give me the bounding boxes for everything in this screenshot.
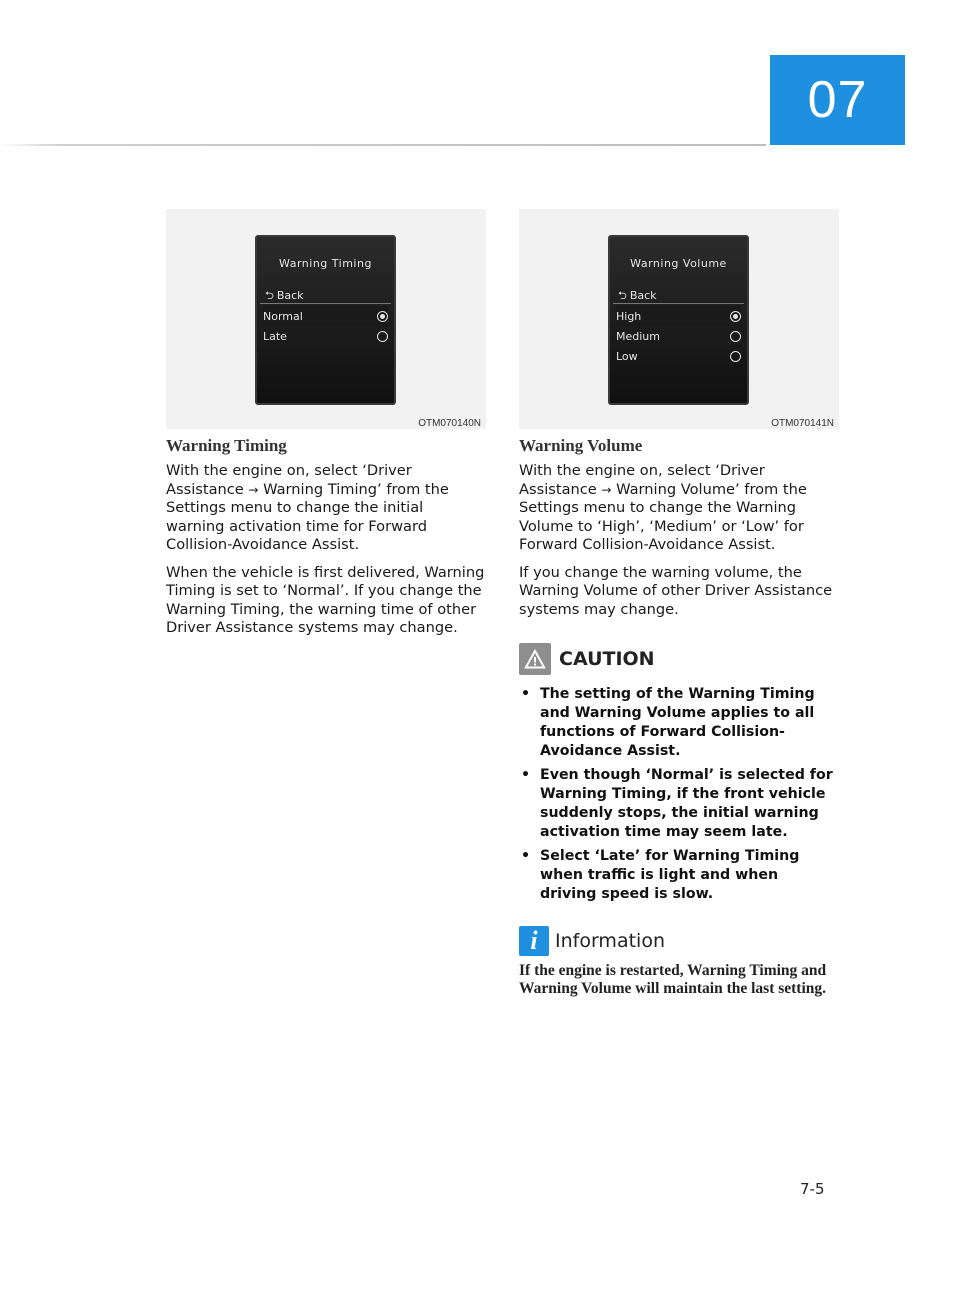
- information-title: Information: [555, 930, 665, 952]
- warning-triangle-icon: [519, 643, 551, 675]
- right-column: [519, 436, 839, 998]
- option-high: [616, 306, 741, 326]
- screen-divider: [613, 303, 744, 304]
- back-arrow-icon: ⮌: [265, 289, 274, 302]
- list-item: • Select ‘Late’ for Warning Timing when traffic is light and when driving speed is slow.: [519, 847, 839, 904]
- page-number: 7-5: [800, 1180, 825, 1198]
- section-heading: Warning Timing: [166, 436, 287, 455]
- radio-unselected-icon: [730, 351, 741, 362]
- information-header: [519, 926, 839, 956]
- option-label: High: [616, 309, 642, 323]
- option-label: Late: [263, 329, 287, 343]
- info-icon: i: [519, 926, 549, 956]
- screen-divider: [260, 303, 391, 304]
- information-text: If the engine is restarted, Warning Timing and Warning Volume will maintain the last setting.: [519, 962, 827, 997]
- cluster-screen: [255, 235, 396, 405]
- list-item: • Even though ‘Normal’ is selected for Warning Timing, if the front vehicle suddenly stops, the initial warning activation time may seem late.: [519, 766, 839, 842]
- radio-unselected-icon: [730, 331, 741, 342]
- option-late: [263, 326, 388, 346]
- figure-warning-volume: [519, 209, 839, 429]
- option-label: Medium: [616, 329, 660, 343]
- figure-code: OTM070141N: [771, 418, 834, 429]
- body-paragraph: [519, 462, 839, 555]
- text-run: With the engine on, select ‘Driver Assistance: [519, 462, 765, 498]
- back-label: Back: [276, 289, 304, 302]
- list-item: • The setting of the Warning Timing and Warning Volume applies to all functions of Forward Collision-Avoidance Assist.: [519, 685, 839, 761]
- arrow-right-icon: →: [601, 482, 612, 497]
- text-run: Warning Timing’ from the Settings menu to change the initial warning activation time for Forward Collision-Avoidance Assist.: [166, 480, 449, 553]
- option-normal: [263, 306, 388, 326]
- radio-selected-icon: [730, 311, 741, 322]
- radio-unselected-icon: [377, 331, 388, 342]
- option-medium: [616, 326, 741, 346]
- radio-selected-icon: [377, 311, 388, 322]
- left-column: [166, 436, 486, 647]
- chapter-tab: 07: [770, 55, 905, 145]
- text-run: With the engine on, select ‘Driver Assistance: [166, 462, 412, 498]
- option-label: Low: [616, 349, 638, 363]
- body-paragraph: If you change the warning volume, the Warning Volume of other Driver Assistance systems may change.: [519, 563, 833, 618]
- arrow-right-icon: →: [248, 482, 259, 497]
- screen-title: Warning Volume: [630, 257, 727, 270]
- caution-header: [519, 643, 839, 675]
- back-arrow-icon: ⮌: [618, 289, 627, 302]
- header-rule: [0, 144, 766, 146]
- caution-list: [519, 685, 839, 904]
- cluster-screen: [608, 235, 749, 405]
- option-label: Normal: [263, 309, 303, 323]
- figure-code: OTM070140N: [418, 418, 481, 429]
- section-heading: Warning Volume: [519, 436, 643, 455]
- figure-warning-timing: [166, 209, 486, 429]
- caution-title: CAUTION: [559, 648, 655, 670]
- text-run: Warning Volume’ from the Settings menu to change the Warning Volume to ‘High’, ‘Medium’ or ‘Low’ for Forward Collision-Avoidance Assist.: [519, 480, 807, 553]
- body-paragraph: [166, 462, 486, 555]
- screen-title: Warning Timing: [279, 257, 372, 270]
- option-low: [616, 346, 741, 366]
- body-paragraph: When the vehicle is first delivered, Warning Timing is set to ‘Normal’. If you change the Warning Timing, the warning time of other Driver Assistance systems may change.: [166, 563, 485, 636]
- back-label: Back: [629, 289, 657, 302]
